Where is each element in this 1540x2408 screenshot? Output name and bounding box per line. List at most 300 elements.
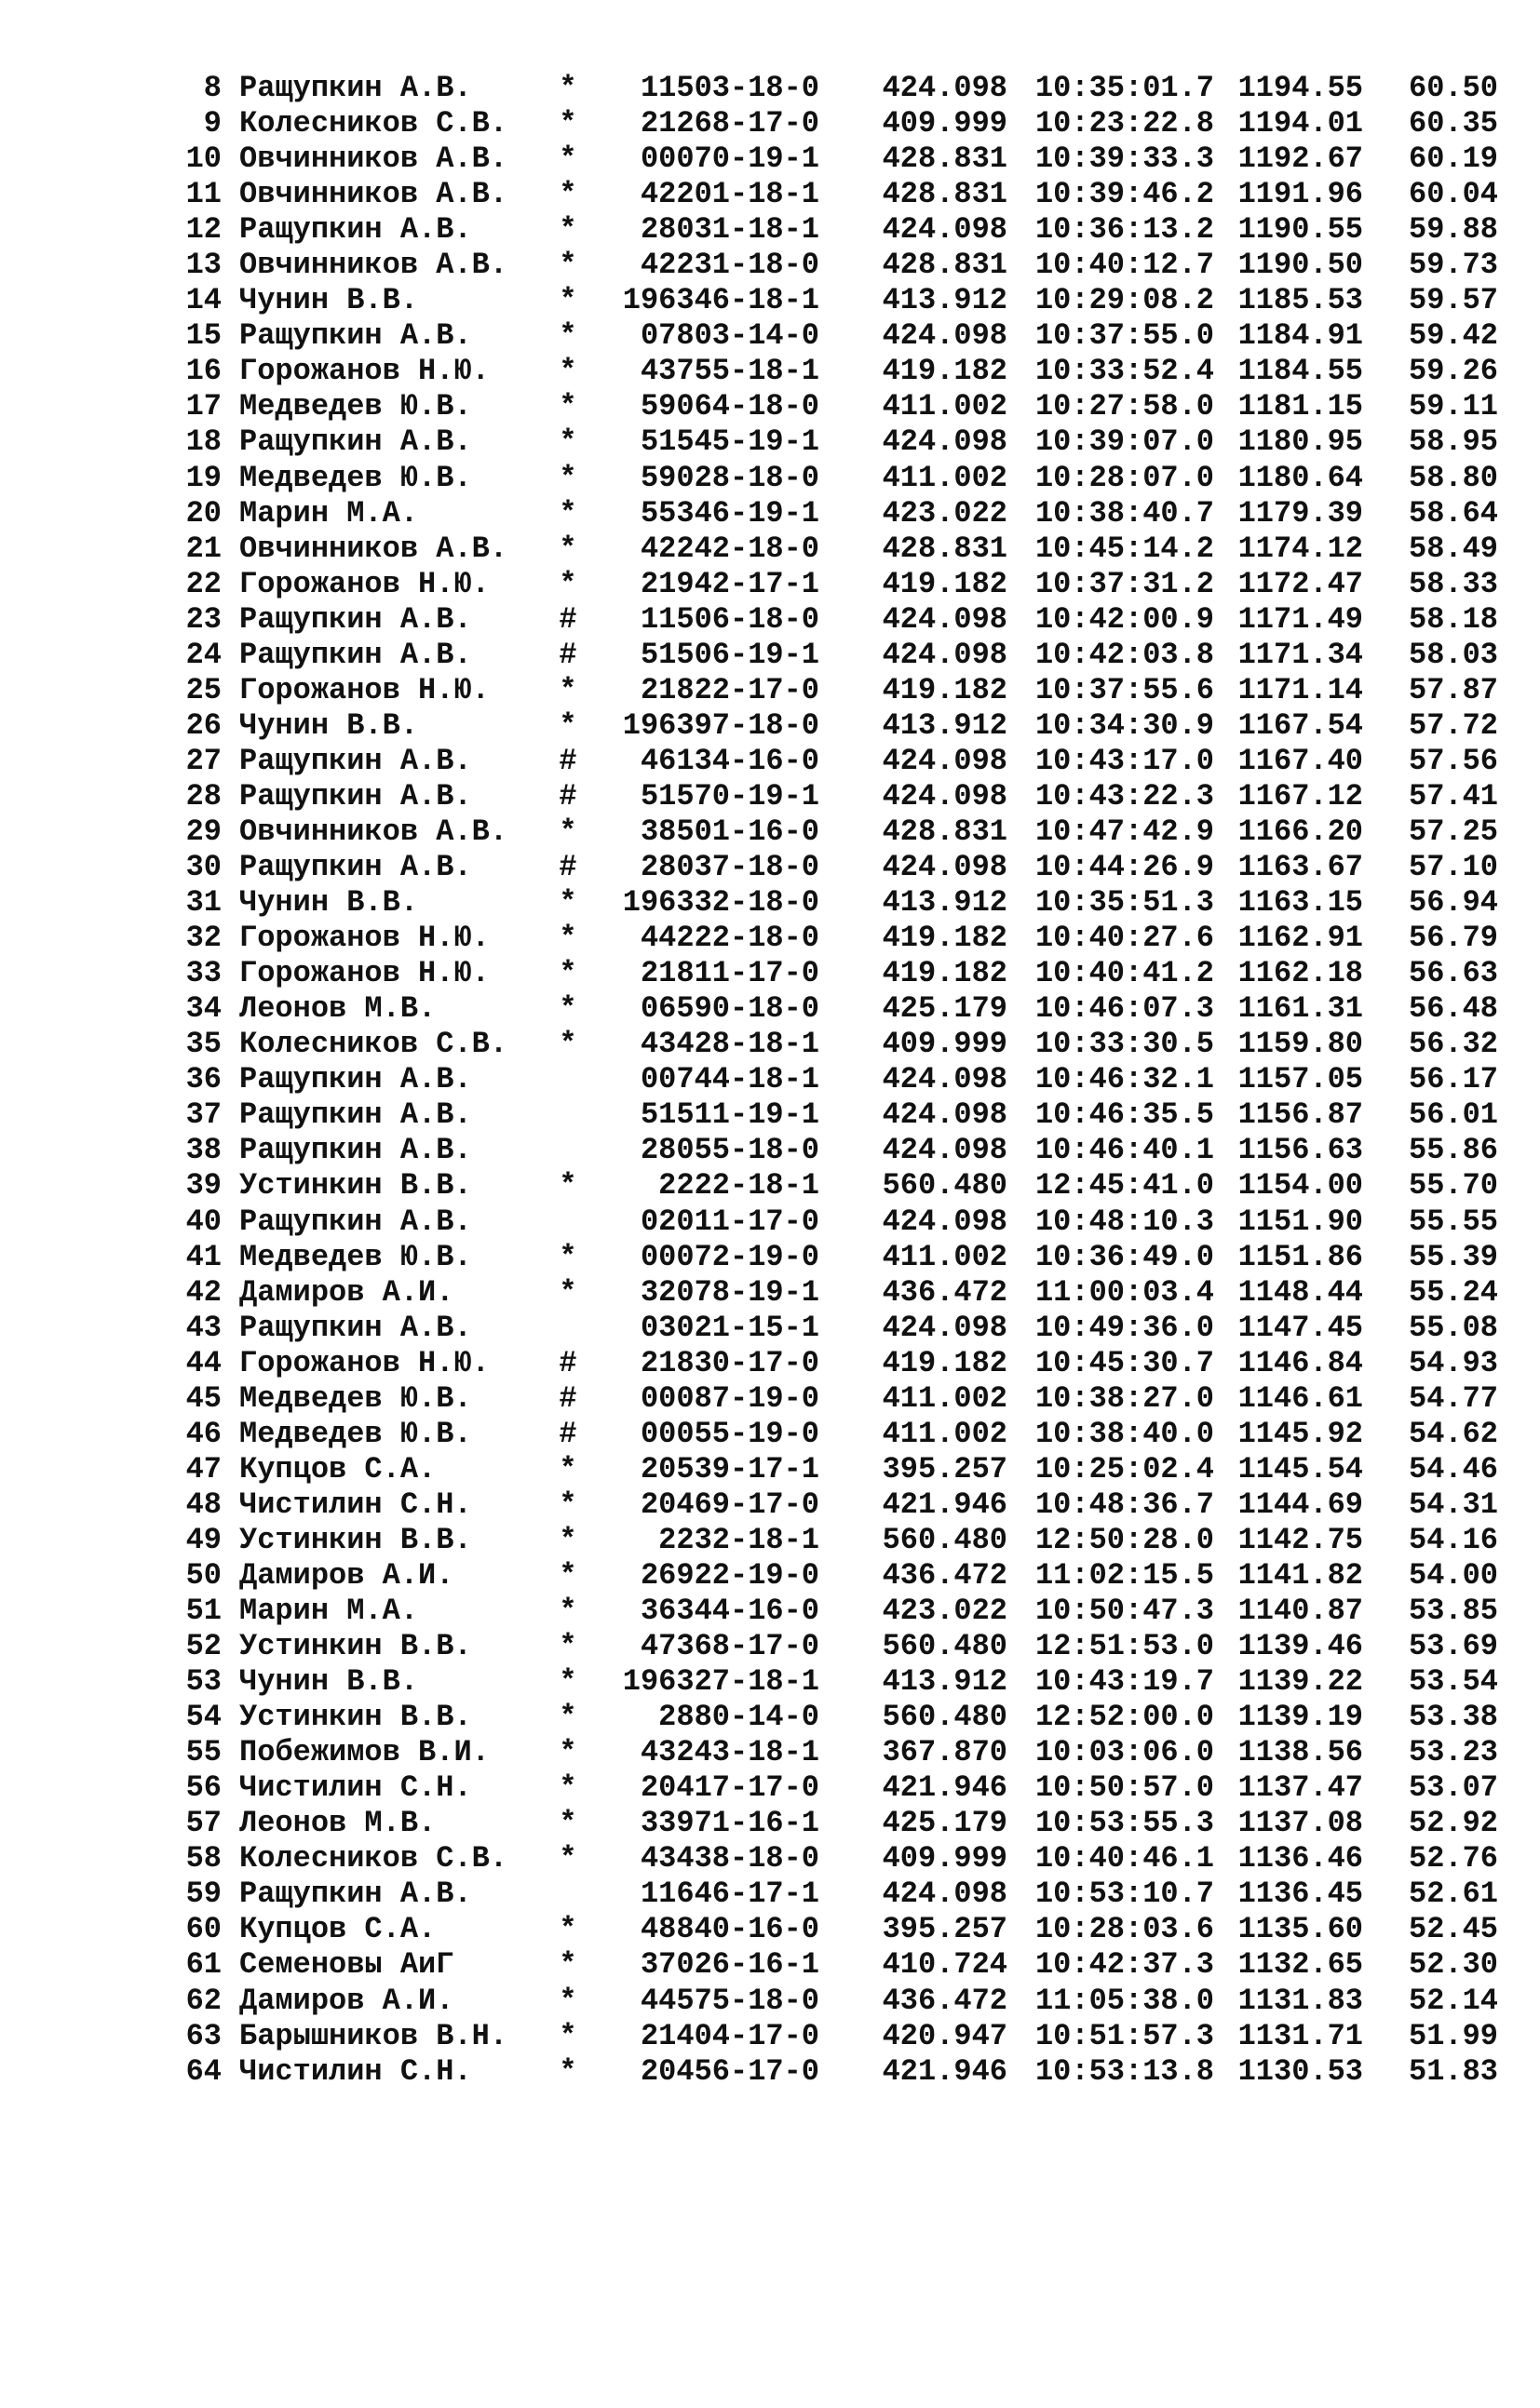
place-cell: 35	[185, 1027, 222, 1062]
place-cell: 16	[185, 354, 222, 389]
arrival-time-cell: 10:42:00.9	[1034, 601, 1214, 637]
place-cell: 57	[185, 1806, 222, 1841]
mark-cell: *	[559, 956, 577, 991]
ring-number-cell: 51545-19-1	[640, 424, 819, 460]
place-cell: 64	[185, 2053, 222, 2089]
table-row	[0, 991, 1540, 1027]
mark-cell: #	[559, 743, 577, 778]
mark-cell: *	[559, 354, 577, 389]
mark-cell: *	[559, 141, 577, 177]
table-row	[0, 567, 1540, 602]
mark-cell: *	[559, 885, 577, 921]
mark-cell: *	[559, 2053, 577, 2089]
coefficient-cell: 53.69	[1408, 1629, 1498, 1664]
speed-cell: 1172.47	[1237, 566, 1363, 601]
place-cell: 9	[203, 106, 222, 141]
coefficient-cell: 57.56	[1408, 743, 1498, 778]
owner-name-cell: Медведев Ю.В.	[239, 1239, 472, 1274]
distance-cell: 436.472	[882, 1274, 1007, 1310]
place-cell: 30	[185, 850, 222, 885]
owner-name-cell: Ращупкин А.В.	[239, 318, 472, 354]
mark-cell: *	[559, 248, 577, 283]
table-row	[0, 1027, 1540, 1062]
mark-cell: *	[559, 1557, 577, 1593]
ring-number-cell: 06590-18-0	[640, 991, 819, 1027]
distance-cell: 424.098	[882, 318, 1007, 354]
distance-cell: 420.947	[882, 2018, 1007, 2053]
distance-cell: 411.002	[882, 1416, 1007, 1451]
mark-cell: *	[559, 1274, 577, 1310]
owner-name-cell: Овчинников А.В.	[239, 141, 508, 177]
place-cell: 59	[185, 1877, 222, 1912]
coefficient-cell: 53.85	[1408, 1594, 1498, 1629]
owner-name-cell: Чунин В.В.	[239, 1664, 419, 1700]
table-row	[0, 1097, 1540, 1133]
arrival-time-cell: 10:53:13.8	[1034, 2053, 1214, 2089]
distance-cell: 409.999	[882, 1027, 1007, 1062]
ring-number-cell: 11646-17-1	[640, 1877, 819, 1912]
distance-cell: 424.098	[882, 424, 1007, 460]
distance-cell: 424.098	[882, 1097, 1007, 1133]
mark-cell: *	[559, 1700, 577, 1735]
arrival-time-cell: 11:05:38.0	[1034, 1983, 1214, 2018]
place-cell: 54	[185, 1700, 222, 1735]
arrival-time-cell: 10:49:36.0	[1034, 1310, 1214, 1345]
table-row	[0, 1204, 1540, 1240]
ring-number-cell: 26922-19-0	[640, 1557, 819, 1593]
place-cell: 23	[185, 601, 222, 637]
mark-cell: *	[559, 318, 577, 354]
arrival-time-cell: 10:40:27.6	[1034, 921, 1214, 956]
owner-name-cell: Ращупкин А.В.	[239, 1204, 472, 1239]
owner-name-cell: Овчинников А.В.	[239, 248, 508, 283]
distance-cell: 395.257	[882, 1451, 1007, 1487]
ring-number-cell: 07803-14-0	[640, 318, 819, 354]
place-cell: 15	[185, 318, 222, 354]
place-cell: 17	[185, 389, 222, 424]
coefficient-cell: 55.70	[1408, 1168, 1498, 1204]
arrival-time-cell: 10:50:47.3	[1034, 1594, 1214, 1629]
arrival-time-cell: 11:00:03.4	[1034, 1274, 1214, 1310]
place-cell: 27	[185, 743, 222, 778]
speed-cell: 1171.34	[1237, 637, 1363, 672]
table-row	[0, 1168, 1540, 1204]
speed-cell: 1167.12	[1237, 778, 1363, 814]
mark-cell: #	[559, 850, 577, 885]
table-row	[0, 1133, 1540, 1168]
arrival-time-cell: 10:42:37.3	[1034, 1947, 1214, 1983]
owner-name-cell: Чунин В.В.	[239, 283, 419, 318]
coefficient-cell: 56.32	[1408, 1027, 1498, 1062]
table-row	[0, 1311, 1540, 1346]
table-row	[0, 1558, 1540, 1594]
ring-number-cell: 38501-16-0	[640, 814, 819, 849]
coefficient-cell: 59.73	[1408, 248, 1498, 283]
distance-cell: 419.182	[882, 1345, 1007, 1380]
speed-cell: 1144.69	[1237, 1487, 1363, 1522]
owner-name-cell: Ращупкин А.В.	[239, 1133, 472, 1168]
speed-cell: 1131.71	[1237, 2018, 1363, 2053]
table-row	[0, 673, 1540, 708]
table-row	[0, 1984, 1540, 2019]
distance-cell: 423.022	[882, 1594, 1007, 1629]
ring-number-cell: 48840-16-0	[640, 1912, 819, 1947]
owner-name-cell: Ращупкин А.В.	[239, 601, 472, 637]
distance-cell: 560.480	[882, 1629, 1007, 1664]
arrival-time-cell: 10:42:03.8	[1034, 637, 1214, 672]
speed-cell: 1174.12	[1237, 531, 1363, 566]
table-row	[0, 1841, 1540, 1877]
arrival-time-cell: 10:37:55.6	[1034, 672, 1214, 707]
owner-name-cell: Ращупкин А.В.	[239, 637, 472, 672]
coefficient-cell: 51.99	[1408, 2018, 1498, 2053]
speed-cell: 1166.20	[1237, 814, 1363, 849]
mark-cell: #	[559, 778, 577, 814]
arrival-time-cell: 10:48:36.7	[1034, 1487, 1214, 1522]
speed-cell: 1194.55	[1237, 71, 1363, 105]
distance-cell: 413.912	[882, 1664, 1007, 1700]
arrival-time-cell: 10:53:10.7	[1034, 1877, 1214, 1912]
coefficient-cell: 55.24	[1408, 1274, 1498, 1310]
ring-number-cell: 00070-19-1	[640, 141, 819, 177]
table-row	[0, 71, 1540, 106]
ring-number-cell: 00055-19-0	[640, 1416, 819, 1451]
owner-name-cell: Горожанов Н.Ю.	[239, 921, 490, 956]
place-cell: 22	[185, 566, 222, 601]
table-row	[0, 2019, 1540, 2054]
place-cell: 10	[185, 141, 222, 177]
coefficient-cell: 60.50	[1408, 71, 1498, 105]
coefficient-cell: 52.92	[1408, 1806, 1498, 1841]
distance-cell: 411.002	[882, 460, 1007, 495]
ring-number-cell: 21830-17-0	[640, 1345, 819, 1380]
arrival-time-cell: 10:38:27.0	[1034, 1380, 1214, 1416]
table-row	[0, 1240, 1540, 1275]
mark-cell: *	[559, 707, 577, 743]
owner-name-cell: Овчинников А.В.	[239, 177, 508, 212]
place-cell: 63	[185, 2018, 222, 2053]
mark-cell: *	[559, 1735, 577, 1770]
owner-name-cell: Ращупкин А.В.	[239, 424, 472, 460]
owner-name-cell: Горожанов Н.Ю.	[239, 1345, 490, 1380]
owner-name-cell: Дамиров А.И.	[239, 1983, 454, 2018]
ring-number-cell: 42242-18-0	[640, 531, 819, 566]
table-row	[0, 1062, 1540, 1097]
ring-number-cell: 00087-19-0	[640, 1380, 819, 1416]
owner-name-cell: Ращупкин А.В.	[239, 850, 472, 885]
coefficient-cell: 53.07	[1408, 1770, 1498, 1806]
distance-cell: 419.182	[882, 956, 1007, 991]
coefficient-cell: 57.87	[1408, 672, 1498, 707]
ring-number-cell: 21942-17-1	[640, 566, 819, 601]
mark-cell: *	[559, 1912, 577, 1947]
arrival-time-cell: 10:46:32.1	[1034, 1062, 1214, 1097]
owner-name-cell: Медведев Ю.В.	[239, 389, 472, 424]
arrival-time-cell: 10:28:03.6	[1034, 1912, 1214, 1947]
arrival-time-cell: 12:45:41.0	[1034, 1168, 1214, 1204]
arrival-time-cell: 10:37:55.0	[1034, 318, 1214, 354]
owner-name-cell: Дамиров А.И.	[239, 1274, 454, 1310]
ring-number-cell: 28055-18-0	[640, 1133, 819, 1168]
owner-name-cell: Чунин В.В.	[239, 707, 419, 743]
distance-cell: 436.472	[882, 1983, 1007, 2018]
place-cell: 8	[203, 71, 222, 105]
table-row	[0, 1700, 1540, 1735]
arrival-time-cell: 10:43:22.3	[1034, 778, 1214, 814]
speed-cell: 1139.46	[1237, 1629, 1363, 1664]
coefficient-cell: 60.04	[1408, 177, 1498, 212]
mark-cell: *	[559, 1027, 577, 1062]
ring-number-cell: 51570-19-1	[640, 778, 819, 814]
place-cell: 58	[185, 1841, 222, 1877]
owner-name-cell: Устинкин В.В.	[239, 1629, 472, 1664]
distance-cell: 424.098	[882, 1062, 1007, 1097]
arrival-time-cell: 10:23:22.8	[1034, 106, 1214, 141]
mark-cell: #	[559, 1345, 577, 1380]
speed-cell: 1167.54	[1237, 707, 1363, 743]
coefficient-cell: 54.00	[1408, 1557, 1498, 1593]
owner-name-cell: Овчинников А.В.	[239, 531, 508, 566]
table-row	[0, 602, 1540, 638]
place-cell: 38	[185, 1133, 222, 1168]
coefficient-cell: 52.14	[1408, 1983, 1498, 2018]
speed-cell: 1130.53	[1237, 2053, 1363, 2089]
owner-name-cell: Ращупкин А.В.	[239, 212, 472, 248]
ring-number-cell: 20539-17-1	[640, 1451, 819, 1487]
ring-number-cell: 51511-19-1	[640, 1097, 819, 1133]
owner-name-cell: Чистилин С.Н.	[239, 1487, 472, 1522]
ring-number-cell: 20469-17-0	[640, 1487, 819, 1522]
arrival-time-cell: 10:47:42.9	[1034, 814, 1214, 849]
mark-cell: *	[559, 921, 577, 956]
table-row	[0, 1594, 1540, 1629]
mark-cell: *	[559, 2018, 577, 2053]
owner-name-cell: Побежимов В.И.	[239, 1735, 490, 1770]
ring-number-cell: 20456-17-0	[640, 2053, 819, 2089]
speed-cell: 1163.67	[1237, 850, 1363, 885]
coefficient-cell: 60.19	[1408, 141, 1498, 177]
arrival-time-cell: 10:36:49.0	[1034, 1239, 1214, 1274]
distance-cell: 419.182	[882, 921, 1007, 956]
distance-cell: 424.098	[882, 212, 1007, 248]
table-row	[0, 141, 1540, 177]
arrival-time-cell: 10:53:55.3	[1034, 1806, 1214, 1841]
place-cell: 45	[185, 1380, 222, 1416]
arrival-time-cell: 10:37:31.2	[1034, 566, 1214, 601]
table-row	[0, 1487, 1540, 1523]
owner-name-cell: Горожанов Н.Ю.	[239, 956, 490, 991]
place-cell: 55	[185, 1735, 222, 1770]
place-cell: 48	[185, 1487, 222, 1522]
speed-cell: 1145.54	[1237, 1451, 1363, 1487]
ring-number-cell: 21822-17-0	[640, 672, 819, 707]
table-row	[0, 424, 1540, 460]
coefficient-cell: 54.77	[1408, 1380, 1498, 1416]
place-cell: 34	[185, 991, 222, 1027]
table-row	[0, 177, 1540, 212]
speed-cell: 1156.63	[1237, 1133, 1363, 1168]
ring-number-cell: 59028-18-0	[640, 460, 819, 495]
distance-cell: 560.480	[882, 1168, 1007, 1204]
distance-cell: 409.999	[882, 1841, 1007, 1877]
mark-cell: *	[559, 531, 577, 566]
speed-cell: 1159.80	[1237, 1027, 1363, 1062]
owner-name-cell: Горожанов Н.Ю.	[239, 566, 490, 601]
coefficient-cell: 56.17	[1408, 1062, 1498, 1097]
place-cell: 29	[185, 814, 222, 849]
arrival-time-cell: 10:28:07.0	[1034, 460, 1214, 495]
ring-number-cell: 42201-18-1	[640, 177, 819, 212]
distance-cell: 424.098	[882, 637, 1007, 672]
arrival-time-cell: 10:35:01.7	[1034, 71, 1214, 105]
place-cell: 18	[185, 424, 222, 460]
ring-number-cell: 21404-17-0	[640, 2018, 819, 2053]
arrival-time-cell: 10:44:26.9	[1034, 850, 1214, 885]
table-row	[0, 531, 1540, 567]
coefficient-cell: 57.72	[1408, 707, 1498, 743]
speed-cell: 1147.45	[1237, 1310, 1363, 1345]
owner-name-cell: Колесников С.В.	[239, 1841, 508, 1877]
table-row	[0, 1912, 1540, 1947]
ring-number-cell: 36344-16-0	[640, 1594, 819, 1629]
place-cell: 53	[185, 1664, 222, 1700]
speed-cell: 1139.19	[1237, 1700, 1363, 1735]
table-row	[0, 1664, 1540, 1700]
ring-number-cell: 28037-18-0	[640, 850, 819, 885]
arrival-time-cell: 10:43:19.7	[1034, 1664, 1214, 1700]
speed-cell: 1190.50	[1237, 248, 1363, 283]
mark-cell: #	[559, 1380, 577, 1416]
place-cell: 52	[185, 1629, 222, 1664]
mark-cell: *	[559, 672, 577, 707]
arrival-time-cell: 11:02:15.5	[1034, 1557, 1214, 1593]
coefficient-cell: 52.76	[1408, 1841, 1498, 1877]
arrival-time-cell: 10:35:51.3	[1034, 885, 1214, 921]
place-cell: 37	[185, 1097, 222, 1133]
owner-name-cell: Чунин В.В.	[239, 885, 419, 921]
distance-cell: 409.999	[882, 106, 1007, 141]
owner-name-cell: Ращупкин А.В.	[239, 71, 472, 105]
coefficient-cell: 58.49	[1408, 531, 1498, 566]
distance-cell: 424.098	[882, 778, 1007, 814]
ring-number-cell: 43243-18-1	[640, 1735, 819, 1770]
mark-cell: *	[559, 71, 577, 105]
arrival-time-cell: 10:03:06.0	[1034, 1735, 1214, 1770]
ring-number-cell: 196346-18-1	[622, 283, 819, 318]
table-row	[0, 708, 1540, 744]
place-cell: 11	[185, 177, 222, 212]
speed-cell: 1146.61	[1237, 1380, 1363, 1416]
place-cell: 44	[185, 1345, 222, 1380]
mark-cell: *	[559, 1451, 577, 1487]
distance-cell: 424.098	[882, 743, 1007, 778]
arrival-time-cell: 10:50:57.0	[1034, 1770, 1214, 1806]
ring-number-cell: 21268-17-0	[640, 106, 819, 141]
distance-cell: 395.257	[882, 1912, 1007, 1947]
owner-name-cell: Медведев Ю.В.	[239, 1416, 472, 1451]
ring-number-cell: 00744-18-1	[640, 1062, 819, 1097]
arrival-time-cell: 10:46:40.1	[1034, 1133, 1214, 1168]
speed-cell: 1161.31	[1237, 991, 1363, 1027]
speed-cell: 1139.22	[1237, 1664, 1363, 1700]
owner-name-cell: Ращупкин А.В.	[239, 1062, 472, 1097]
ring-number-cell: 02011-17-0	[640, 1204, 819, 1239]
owner-name-cell: Медведев Ю.В.	[239, 460, 472, 495]
coefficient-cell: 52.45	[1408, 1912, 1498, 1947]
table-row	[0, 1275, 1540, 1311]
distance-cell: 424.098	[882, 1310, 1007, 1345]
table-row	[0, 814, 1540, 850]
distance-cell: 419.182	[882, 566, 1007, 601]
owner-name-cell: Ращупкин А.В.	[239, 1310, 472, 1345]
distance-cell: 428.831	[882, 531, 1007, 566]
place-cell: 25	[185, 672, 222, 707]
speed-cell: 1163.15	[1237, 885, 1363, 921]
table-row	[0, 461, 1540, 496]
owner-name-cell: Ращупкин А.В.	[239, 1877, 472, 1912]
distance-cell: 425.179	[882, 1806, 1007, 1841]
ring-number-cell: 196327-18-1	[622, 1664, 819, 1700]
distance-cell: 410.724	[882, 1947, 1007, 1983]
speed-cell: 1190.55	[1237, 212, 1363, 248]
ring-number-cell: 196397-18-0	[622, 707, 819, 743]
owner-name-cell: Овчинников А.В.	[239, 814, 508, 849]
place-cell: 20	[185, 495, 222, 531]
mark-cell: *	[559, 177, 577, 212]
owner-name-cell: Ращупкин А.В.	[239, 778, 472, 814]
arrival-time-cell: 10:45:14.2	[1034, 531, 1214, 566]
results-table	[0, 71, 1540, 2090]
coefficient-cell: 53.54	[1408, 1664, 1498, 1700]
place-cell: 26	[185, 707, 222, 743]
coefficient-cell: 53.38	[1408, 1700, 1498, 1735]
coefficient-cell: 56.94	[1408, 885, 1498, 921]
table-row	[0, 744, 1540, 779]
speed-cell: 1148.44	[1237, 1274, 1363, 1310]
ring-number-cell: 21811-17-0	[640, 956, 819, 991]
speed-cell: 1181.15	[1237, 389, 1363, 424]
speed-cell: 1180.95	[1237, 424, 1363, 460]
arrival-time-cell: 10:27:58.0	[1034, 389, 1214, 424]
distance-cell: 560.480	[882, 1700, 1007, 1735]
ring-number-cell: 44575-18-0	[640, 1983, 819, 2018]
place-cell: 13	[185, 248, 222, 283]
coefficient-cell: 56.48	[1408, 991, 1498, 1027]
coefficient-cell: 57.25	[1408, 814, 1498, 849]
owner-name-cell: Колесников С.В.	[239, 1027, 508, 1062]
speed-cell: 1132.65	[1237, 1947, 1363, 1983]
speed-cell: 1179.39	[1237, 495, 1363, 531]
arrival-time-cell: 10:39:46.2	[1034, 177, 1214, 212]
place-cell: 46	[185, 1416, 222, 1451]
ring-number-cell: 44222-18-0	[640, 921, 819, 956]
table-row	[0, 389, 1540, 424]
distance-cell: 428.831	[882, 177, 1007, 212]
owner-name-cell: Ращупкин А.В.	[239, 1097, 472, 1133]
mark-cell: *	[559, 424, 577, 460]
coefficient-cell: 56.01	[1408, 1097, 1498, 1133]
coefficient-cell: 55.08	[1408, 1310, 1498, 1345]
mark-cell: *	[559, 1594, 577, 1629]
distance-cell: 424.098	[882, 1204, 1007, 1239]
mark-cell: *	[559, 1168, 577, 1204]
speed-cell: 1151.86	[1237, 1239, 1363, 1274]
coefficient-cell: 56.79	[1408, 921, 1498, 956]
coefficient-cell: 55.86	[1408, 1133, 1498, 1168]
ring-number-cell: 43755-18-1	[640, 354, 819, 389]
coefficient-cell: 53.23	[1408, 1735, 1498, 1770]
owner-name-cell: Купцов С.А.	[239, 1912, 437, 1947]
